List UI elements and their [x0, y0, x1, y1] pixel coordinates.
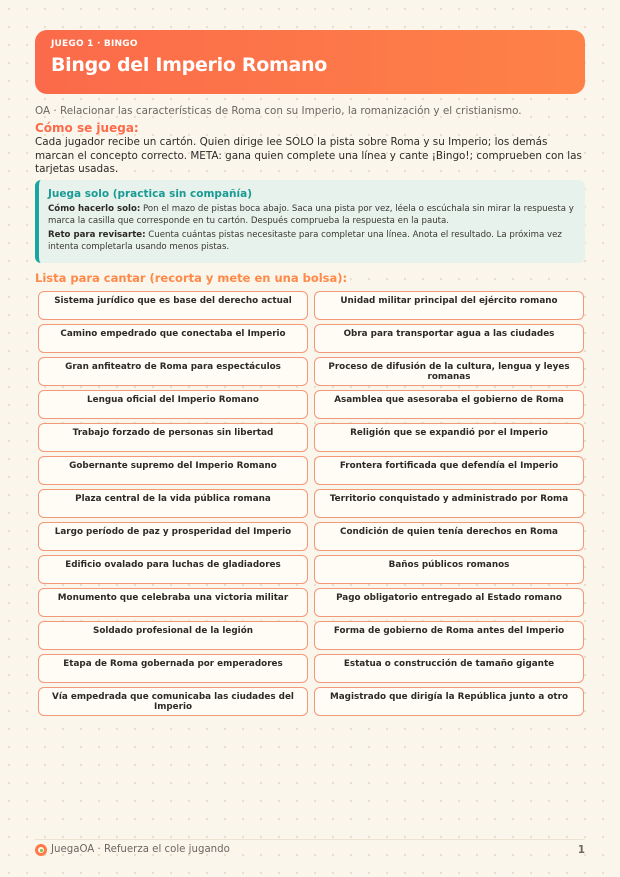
- clue-card: Camino empedrado que conectaba el Imperio: [38, 324, 308, 353]
- juegaoa-logo-icon: [35, 844, 47, 856]
- clue-card: Largo período de paz y prosperidad del Imperio: [38, 522, 308, 551]
- clue-card: Gran anfiteatro de Roma para espectáculos: [38, 357, 308, 386]
- clue-card: Vía empedrada que comunicaba las ciudades del Imperio: [38, 687, 308, 716]
- game-kicker: JUEGO 1 · BINGO: [51, 39, 138, 49]
- footer-divider: [35, 839, 585, 840]
- clue-card: Unidad militar principal del ejército romano: [314, 291, 584, 320]
- clue-card: Frontera fortificada que defendía el Imperio: [314, 456, 584, 485]
- solo-challenge-text: Cuenta cuántas pistas necesitaste para completar una línea. Anota el resultado. La próxima vez intenta completarla usando menos pistas.: [48, 230, 562, 252]
- page-header: [35, 30, 585, 94]
- clue-card: Obra para transportar agua a las ciudades: [314, 324, 584, 353]
- clue-card: Proceso de difusión de la cultura, lengua y leyes romanas: [314, 357, 584, 386]
- calling-list-heading: Lista para cantar (recorta y mete en una bolsa):: [35, 271, 348, 285]
- clue-card: Trabajo forzado de personas sin libertad: [38, 423, 308, 452]
- learning-objective: OA · Relacionar las características de Roma con su Imperio, la romanización y el cristianismo.: [35, 105, 522, 117]
- clue-card: Lengua oficial del Imperio Romano: [38, 390, 308, 419]
- clue-card: Estatua o construcción de tamaño gigante: [314, 654, 584, 683]
- solo-challenge-label: Reto para revisarte:: [48, 230, 146, 240]
- clue-card: Sistema jurídico que es base del derecho actual: [38, 291, 308, 320]
- solo-how-paragraph: [48, 203, 575, 227]
- clue-card: Religión que se expandió por el Imperio: [314, 423, 584, 452]
- clue-card: Monumento que celebraba una victoria militar: [38, 588, 308, 617]
- clue-card: Plaza central de la vida pública romana: [38, 489, 308, 518]
- clue-card: Baños públicos romanos: [314, 555, 584, 584]
- solo-how-text: Pon el mazo de pistas boca abajo. Saca una pista por vez, léela o escúchala sin mirar la respuesta y marca la casilla que corresponde en tu cartón. Después comprueba la respuesta en la pauta.: [48, 204, 574, 226]
- solo-how-label: Cómo hacerlo solo:: [48, 204, 141, 214]
- how-to-play-heading: Cómo se juega:: [35, 121, 139, 135]
- solo-challenge-paragraph: [48, 229, 575, 253]
- clue-card: Territorio conquistado y administrado por Roma: [314, 489, 584, 518]
- page-title: Bingo del Imperio Romano: [51, 54, 327, 76]
- solo-mode-box: [35, 180, 585, 263]
- footer-brand-text: JuegaOA · Refuerza el cole jugando: [51, 844, 230, 855]
- page-footer: [35, 843, 585, 857]
- clue-card-grid: [38, 291, 583, 716]
- clue-card: Condición de quien tenía derechos en Roma: [314, 522, 584, 551]
- clue-card: Asamblea que asesoraba el gobierno de Roma: [314, 390, 584, 419]
- solo-mode-heading: Juega solo (practica sin compañía): [48, 188, 252, 200]
- page-number: 1: [577, 844, 585, 856]
- clue-card: Gobernante supremo del Imperio Romano: [38, 456, 308, 485]
- how-to-play-text: Cada jugador recibe un cartón. Quien dirige lee SOLO la pista sobre Roma y su Imperio; los demás marcan el concepto correcto. META: gana quien complete una línea y cante ¡Bingo!; comprueben con las tarjetas usadas.: [35, 136, 582, 176]
- clue-card: Edificio ovalado para luchas de gladiadores: [38, 555, 308, 584]
- clue-card: Soldado profesional de la legión: [38, 621, 308, 650]
- clue-card: Pago obligatorio entregado al Estado romano: [314, 588, 584, 617]
- clue-card: Etapa de Roma gobernada por emperadores: [38, 654, 308, 683]
- clue-card: Magistrado que dirigía la República junto a otro: [314, 687, 584, 716]
- clue-card: Forma de gobierno de Roma antes del Imperio: [314, 621, 584, 650]
